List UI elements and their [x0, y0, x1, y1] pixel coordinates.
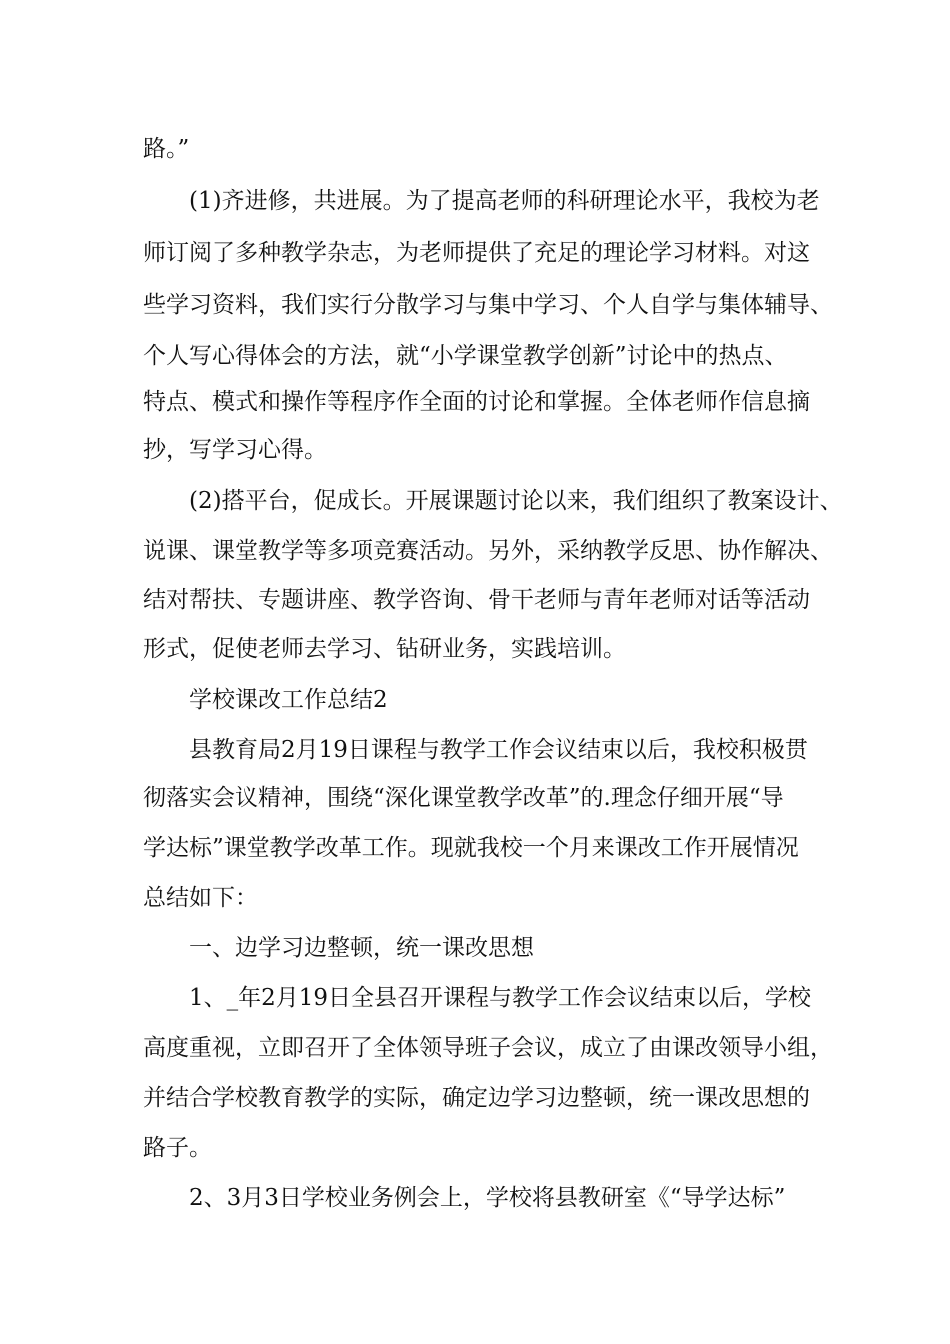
text-line: 抄，写学习心得。 — [143, 437, 327, 463]
section-heading: 学校课改工作总结2 — [189, 687, 388, 713]
text-line: 特点、模式和操作等程序作全面的讨论和掌握。全体老师作信息摘 — [143, 389, 810, 415]
text-line: 高度重视，立即召开了全体领导班子会议，成立了由课改领导小组， — [143, 1035, 833, 1061]
text-line: 路子。 — [143, 1135, 212, 1161]
text-line: 县教育局2月19日课程与教学工作会议结束以后，我校积极贯 — [189, 737, 808, 763]
text-line: 彻落实会议精神，围绕“深化课堂教学改革”的.理念仔细开展“导 — [143, 785, 784, 811]
text-line: 结对帮扶、专题讲座、教学咨询、骨干老师与青年老师对话等活动 — [143, 587, 810, 613]
text-line: 师订阅了多种教学杂志，为老师提供了充足的理论学习材料。对这 — [143, 240, 810, 266]
text-line: 形式，促使老师去学习、钻研业务，实践培训。 — [143, 636, 626, 662]
text-line: 学达标”课堂教学改革工作。现就我校一个月来课改工作开展情况 — [143, 835, 799, 861]
text-line: 1、_年2月19日全县召开课程与教学工作会议结束以后，学校 — [189, 985, 812, 1011]
text-line: 路。” — [143, 136, 190, 162]
subsection-heading: 一、边学习边整顿，统一课改思想 — [189, 935, 534, 961]
text-line: 个人写心得体会的方法，就“小学课堂教学创新”讨论中的热点、 — [143, 343, 788, 369]
text-line: 些学习资料，我们实行分散学习与集中学习、个人自学与集体辅导、 — [143, 292, 833, 318]
text-line: (1)齐进修，共进展。为了提高老师的科研理论水平，我校为老 — [189, 188, 820, 214]
text-line: 总结如下： — [143, 885, 258, 911]
text-line: (2)搭平台，促成长。开展课题讨论以来，我们组织了教案设计、 — [189, 488, 843, 514]
text-line: 说课、课堂教学等多项竞赛活动。另外，采纳教学反思、协作解决、 — [143, 538, 833, 564]
text-line: 2、3月3日学校业务例会上，学校将县教研室《“导学达标” — [189, 1185, 786, 1211]
text-line: 并结合学校教育教学的实际，确定边学习边整顿，统一课改思想的 — [143, 1085, 810, 1111]
